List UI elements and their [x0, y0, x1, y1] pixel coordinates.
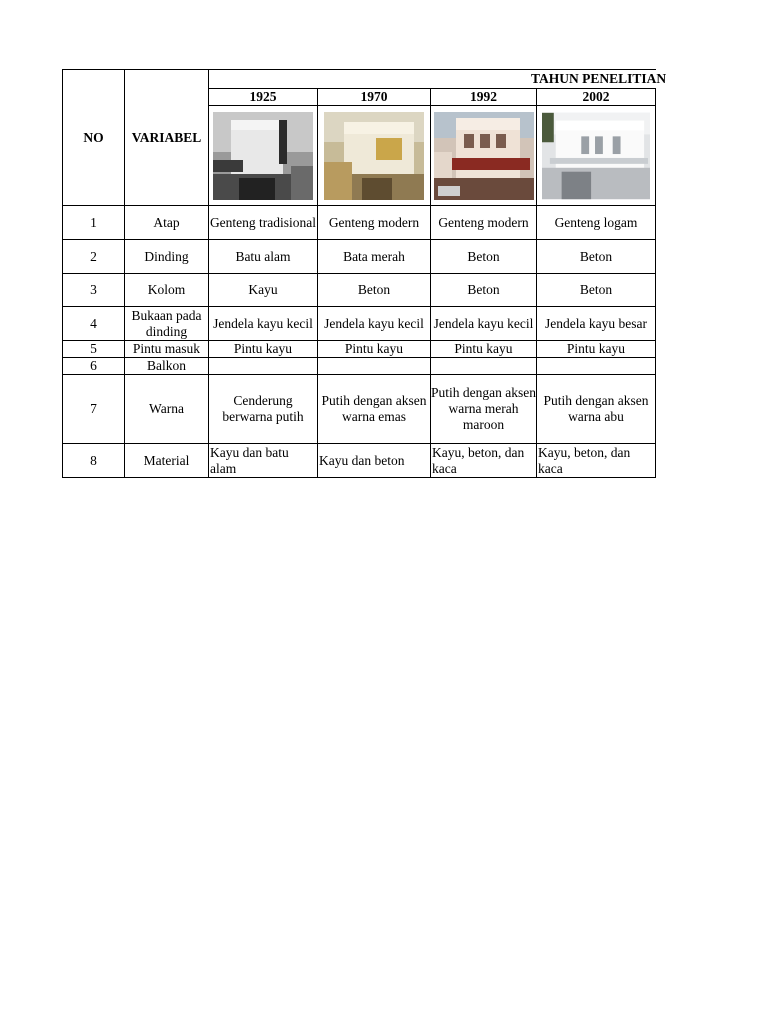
cell-value [537, 358, 656, 375]
cell-variabel: Balkon [125, 358, 209, 375]
building-photo-1992 [434, 112, 534, 200]
cell-value: Beton [537, 274, 656, 307]
cell-value: Beton [537, 240, 656, 274]
cell-value: Beton [431, 274, 537, 307]
building-photo-1970 [324, 112, 424, 200]
table-row [63, 240, 656, 274]
cell-value: Kayu dan batu alam [209, 444, 318, 478]
cell-value: Genteng modern [431, 206, 537, 240]
cell-value: Putih dengan aksen warna abu [537, 375, 656, 444]
cell-variabel: Dinding [125, 240, 209, 274]
header-tahun-penelitian [209, 70, 667, 89]
header-row-title [63, 70, 656, 89]
header-title-text: TAHUN PENELITIAN [531, 71, 667, 86]
cell-value: Kayu [209, 274, 318, 307]
cell-no: 2 [63, 240, 125, 274]
cell-variabel: Kolom [125, 274, 209, 307]
cell-value [431, 358, 537, 375]
cell-value: Genteng tradisional [209, 206, 318, 240]
cell-no: 1 [63, 206, 125, 240]
cell-value: Genteng logam [537, 206, 656, 240]
cell-value: Beton [318, 274, 431, 307]
cell-value: Bata merah [318, 240, 431, 274]
table-row [63, 341, 656, 358]
cell-value: Pintu kayu [209, 341, 318, 358]
cell-value: Jendela kayu besar [537, 307, 656, 341]
table-row [63, 206, 656, 240]
cell-value: Kayu, beton, dan kaca [537, 444, 656, 478]
spreadsheet-page [62, 69, 667, 478]
cell-no: 4 [63, 307, 125, 341]
table-row [63, 375, 656, 444]
header-year: 1925 [209, 89, 318, 106]
cell-value: Jendela kayu kecil [318, 307, 431, 341]
cell-value: Kayu dan beton [318, 444, 431, 478]
research-table [62, 69, 667, 478]
table-row [63, 444, 656, 478]
cell-value: Pintu kayu [537, 341, 656, 358]
photo-cell [209, 106, 318, 206]
cell-value [209, 358, 318, 375]
cell-value [318, 358, 431, 375]
cell-variabel: Bukaan pada dinding [125, 307, 209, 341]
table-row [63, 274, 656, 307]
building-photo-2002 [542, 112, 650, 200]
cell-no: 6 [63, 358, 125, 375]
header-year: 2002 [537, 89, 656, 106]
table-row [63, 358, 656, 375]
header-year: 1970 [318, 89, 431, 106]
cell-no: 7 [63, 375, 125, 444]
cell-value: Jendela kayu kecil [209, 307, 318, 341]
cell-value: Beton [431, 240, 537, 274]
photo-cell [431, 106, 537, 206]
cell-variabel: Warna [125, 375, 209, 444]
cell-variabel: Material [125, 444, 209, 478]
cell-value: Batu alam [209, 240, 318, 274]
cell-no: 5 [63, 341, 125, 358]
cell-value: Pintu kayu [318, 341, 431, 358]
cell-value: Cenderung berwarna putih [209, 375, 318, 444]
photo-cell [537, 106, 656, 206]
cell-no: 8 [63, 444, 125, 478]
cell-value: Putih dengan aksen warna emas [318, 375, 431, 444]
cell-no: 3 [63, 274, 125, 307]
header-variabel: VARIABEL [125, 70, 209, 206]
header-no: NO [63, 70, 125, 206]
header-year: 1992 [431, 89, 537, 106]
table-row [63, 307, 656, 341]
photo-cell [318, 106, 431, 206]
cell-value: Jendela kayu kecil [431, 307, 537, 341]
cell-variabel: Pintu masuk [125, 341, 209, 358]
cell-variabel: Atap [125, 206, 209, 240]
building-photo-1925 [213, 112, 313, 200]
cell-value: Putih dengan aksen warna merah maroon [431, 375, 537, 444]
cell-value: Pintu kayu [431, 341, 537, 358]
cell-value: Kayu, beton, dan kaca [431, 444, 537, 478]
cell-value: Genteng modern [318, 206, 431, 240]
